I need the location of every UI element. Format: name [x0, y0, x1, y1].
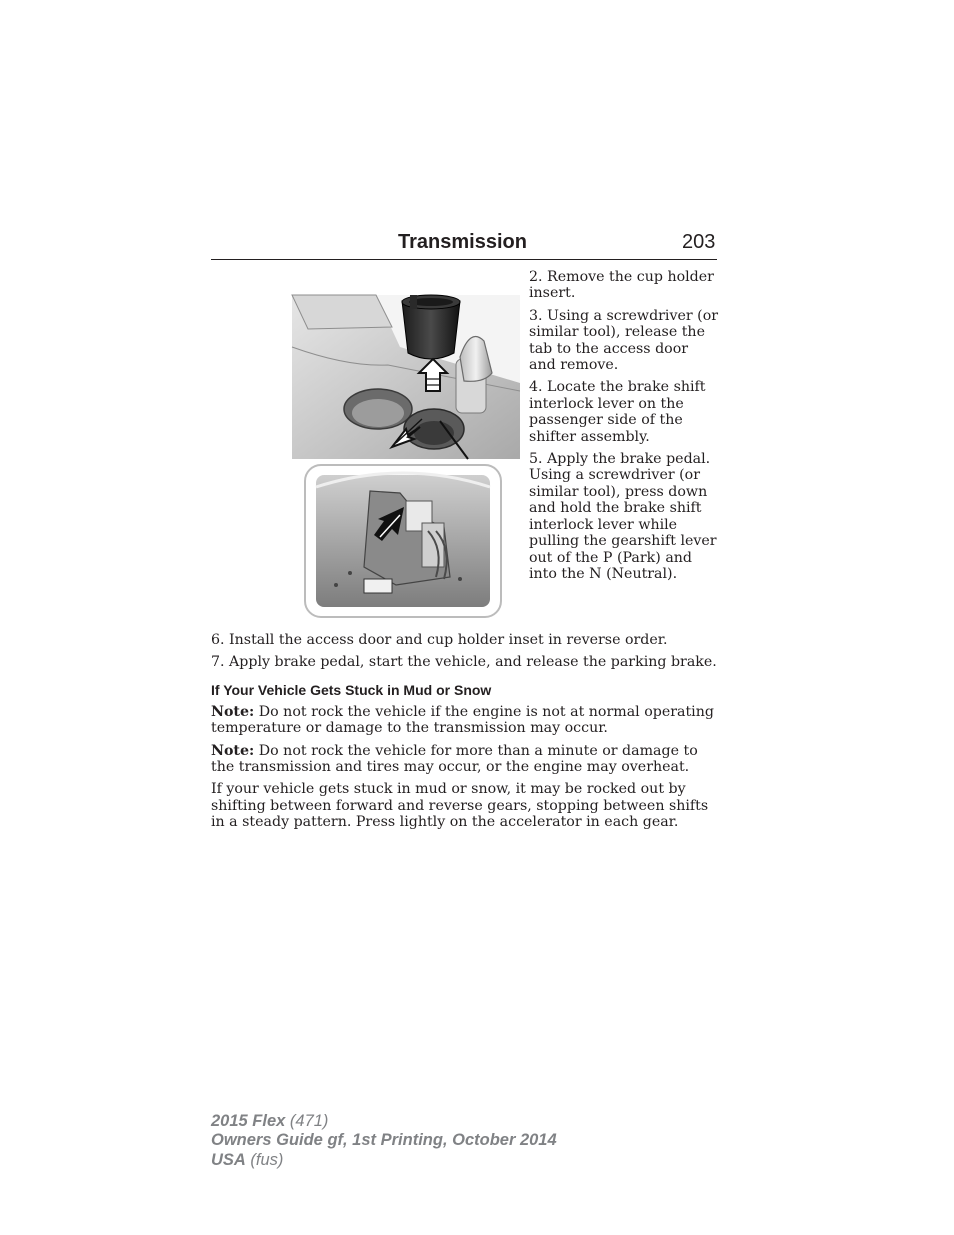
footer-market: USA (fus) — [211, 1150, 284, 1169]
step-3: 3. Using a screwdriver (or similar tool), release the tab to the access door and remove. — [529, 307, 719, 374]
rocking-instructions: If your vehicle gets stuck in mud or snow, it may be rocked out by shifting between forward and reverse gears, stopping between shifts in a steady pattern. Press lightly on the accelerator in each gear. — [211, 781, 709, 831]
note-text: Do not rock the vehicle for more than a minute or damage to the transmission and tires may occur, or the engine may overheat. — [211, 742, 698, 776]
step-6: 6. Install the access door and cup holder inset in reverse order. — [211, 632, 668, 648]
step-7: 7. Apply brake pedal, start the vehicle, and release the parking brake. — [211, 654, 717, 671]
step-5: 5. Apply the brake pedal. Using a screwdriver (or similar tool), press down and hold the brake shift interlock lever while pulling the gearshift lever out of the P (Park) and into the N (Neutral). — [529, 451, 717, 582]
interlock-detail-view — [305, 465, 501, 617]
header-divider — [211, 259, 717, 260]
footer-edition: Owners Guide gf, 1st Printing, October 2014 — [211, 1131, 557, 1150]
section-heading: If Your Vehicle Gets Stuck in Mud or Snow — [211, 681, 492, 698]
note-label: Note: — [211, 703, 255, 720]
footer-model: 2015 Flex (471) — [211, 1112, 329, 1130]
steps-right-column — [529, 269, 719, 588]
page-footer — [211, 1112, 557, 1170]
section-title: Transmission — [398, 231, 527, 253]
note-label: Note: — [211, 742, 255, 759]
step-4: 4. Locate the brake shift interlock lever on the passenger side of the shifter assembly. — [529, 379, 706, 445]
note-engine-temperature — [211, 704, 721, 737]
main-body — [211, 632, 721, 837]
cup-holder-illustration — [288, 287, 520, 623]
note-text: Do not rock the vehicle if the engine is not at normal operating temperature or damage to the transmission may occur. — [211, 703, 714, 737]
step-2: 2. Remove the cup holder insert. — [529, 269, 714, 302]
console-view — [292, 295, 520, 459]
page-number: 203 — [682, 231, 716, 253]
note-rocking-duration — [211, 743, 721, 776]
